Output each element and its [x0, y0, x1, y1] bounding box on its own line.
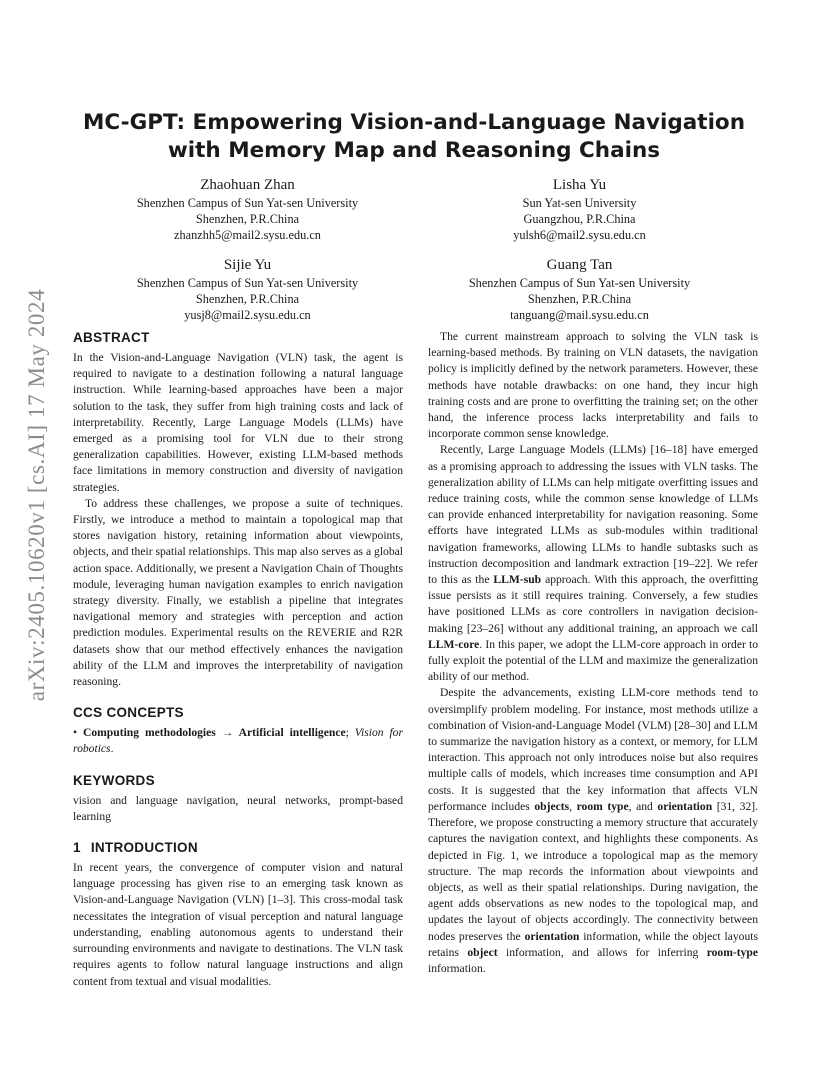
author-affiliation: Sun Yat-sen University — [522, 196, 637, 210]
bold-term: orientation — [657, 799, 713, 813]
text-run: information, while the object layouts retains — [428, 929, 758, 959]
keywords-heading: KEYWORDS — [73, 772, 155, 788]
paper-title: MC-GPT: Empowering Vision-and-Language Navigation with Memory Map and Reasoning Chains — [82, 110, 746, 163]
author-location: Shenzhen, P.R.China — [527, 292, 632, 306]
ccs-secondary-concept: Vision for robotics — [73, 726, 403, 756]
ccs-heading: CCS CONCEPTS — [73, 705, 184, 721]
text-run: , — [569, 799, 577, 813]
arxiv-identifier: arXiv:2405.10620v1 [cs.AI] 17 May 2024 — [24, 288, 49, 702]
author-email: zhanzhh5@mail2.sysu.edu.cn — [174, 228, 321, 242]
bold-term: LLM-sub — [493, 573, 542, 587]
author-location: Guangzhou, P.R.China — [523, 212, 636, 226]
arxiv-side-stamp — [22, 285, 52, 705]
author-block — [442, 255, 717, 323]
intro-paragraph — [428, 685, 758, 977]
text-run: . In this paper, we adopt the LLM-core approach in order to fully exploit the potential of the LLM and maximize the generalization ability of our method. — [428, 637, 758, 684]
text-run: information. — [428, 961, 486, 975]
introduction-heading — [73, 839, 403, 857]
bold-term: room type — [576, 799, 629, 813]
bold-term: LLM-core — [428, 637, 480, 651]
left-column — [73, 329, 403, 990]
text-run: approach. With this approach, the overfitting issue persists as it still requires training. Conversely, a few studies have positioned LLMs as core controllers in navigation decision-making [23–26] without any additional training, an approach we call — [428, 573, 758, 635]
bold-term: object — [467, 945, 498, 959]
ccs-separator: ; — [345, 726, 355, 740]
author-affiliation: Shenzhen Campus of Sun Yat-sen University — [136, 276, 359, 290]
author-block — [110, 255, 385, 323]
text-run: , and — [628, 799, 658, 813]
keywords-text: vision and language navigation, neural networks, prompt-based learning — [73, 793, 403, 823]
intro-paragraph: In recent years, the convergence of computer vision and natural language processing has given rise to an emerging task known as Vision-and-Language Navigation (VLN) [1–3]. This cross-modal task necessitates the integration of visual perception and natural language understanding, enabling autonomous agents to understand their surrounding environments and navigate to destinations. The VLN task requires agents to follow natural language instructions and align content from textual and visual modalities. — [73, 861, 403, 988]
ccs-bullet: • — [73, 726, 78, 740]
bold-term: room-type — [706, 945, 758, 959]
text-run: Recently, Large Language Models (LLMs) [16–18] have emerged as a promising approach to addressing the issues with VLN tasks. The generalization ability of LLMs can help mitigate overfitting issues and reduce training costs, while the common sense knowledge of LLMs can provide enhanced interpretability for navigation reasoning. Some efforts have integrated LLMs as sub-modules within traditional navigation frameworks, allowing LLMs to handle subtasks such as instruction decomposition and landmark extraction [19–22]. We refer to this as the — [428, 443, 758, 587]
text-run: information, and allows for inferring — [497, 945, 707, 959]
section-title: INTRODUCTION — [90, 840, 198, 856]
intro-paragraph: The current mainstream approach to solving the VLN task is learning-based methods. By training on VLN datasets, the navigation policy is implicitly defined by the network parameters. However, these methods have notable drawbacks: on one hand, they incur high training costs and are prone to overfitting the training set; on the other hand, the inference process lacks interpretability and fails to incorporate common sense knowledge. — [428, 330, 758, 441]
author-name: Sijie Yu — [223, 257, 272, 273]
section-number: 1 — [73, 840, 81, 856]
ccs-primary-concept: Computing methodologies → Artificial intelligence — [82, 726, 346, 740]
author-location: Shenzhen, P.R.China — [195, 212, 300, 226]
ccs-concepts — [73, 725, 403, 757]
intro-paragraph — [428, 442, 758, 685]
text-run: [31, 32]. Therefore, we propose constructing a memory structure that accurately captures the navigation context, and highlights these components. As depicted in Fig. 1, we introduce a topological map as the memory structure. The map records the information about viewpoints and objects, as well as their spatial relationships. During navigation, the agent adds observations as new nodes to the topological map, and updates the layout of objects accordingly. The connectivity between nodes preserves the — [428, 799, 758, 943]
author-affiliation: Shenzhen Campus of Sun Yat-sen University — [468, 276, 691, 290]
author-block — [442, 175, 717, 243]
author-name: Zhaohuan Zhan — [200, 177, 295, 193]
bold-term: objects — [534, 799, 570, 813]
abstract-paragraph: To address these challenges, we propose a suite of techniques. Firstly, we introduce a method to maintain a topological map that stores navigation history, retaining information about viewpoints, objects, and their spatial relationships. This map also serves as a global action space. Additionally, we present a Navigation Chain of Thoughts module, leveraging human navigation examples to enrich navigation strategy diversity. Finally, we establish a pipeline that integrates navigational memory and strategies with perception and action prediction modules. Experimental results on the REVERIE and R2R datasets show that our method effectively enhances the navigation ability of the LLM and improves the interpretability of navigation reasoning. — [73, 496, 403, 689]
author-affiliation: Shenzhen Campus of Sun Yat-sen University — [136, 196, 359, 210]
author-block — [110, 175, 385, 243]
right-column — [428, 329, 758, 977]
author-email: yusj8@mail2.sysu.edu.cn — [184, 308, 311, 322]
author-name: Lisha Yu — [552, 177, 607, 193]
abstract-paragraph: In the Vision-and-Language Navigation (VLN) task, the agent is required to navigate to a destination following a natural language instruction. While learning-based approaches have been a major solution to the task, they suffer from high training costs and lack of interpretability. Recently, Large Language Models (LLMs) have emerged as a promising tool for VLN due to their strong generalization capabilities. However, existing LLM-based methods face limitations in memory construction and diversity of navigation strategies. — [73, 351, 403, 494]
text-run: Despite the advancements, existing LLM-core methods tend to oversimplify problem modeling. For instance, most methods utilize a combination of Vision-and-Language Model (VLM) [28–30] and LLM to summarize the navigation history as a context, or memory, for LLM interaction. This approach not only introduces noise but also requires multiple calls of models, which increases time consumption and API costs. It is suggested that the key information that affects VLN performance includes — [428, 686, 758, 813]
ccs-end: . — [110, 742, 114, 756]
author-email: yulsh6@mail2.sysu.edu.cn — [513, 228, 646, 242]
author-location: Shenzhen, P.R.China — [195, 292, 300, 306]
bold-term: orientation — [524, 929, 580, 943]
author-name: Guang Tan — [546, 257, 613, 273]
abstract-heading: ABSTRACT — [73, 330, 150, 345]
author-email: tanguang@mail.sysu.edu.cn — [510, 308, 649, 322]
